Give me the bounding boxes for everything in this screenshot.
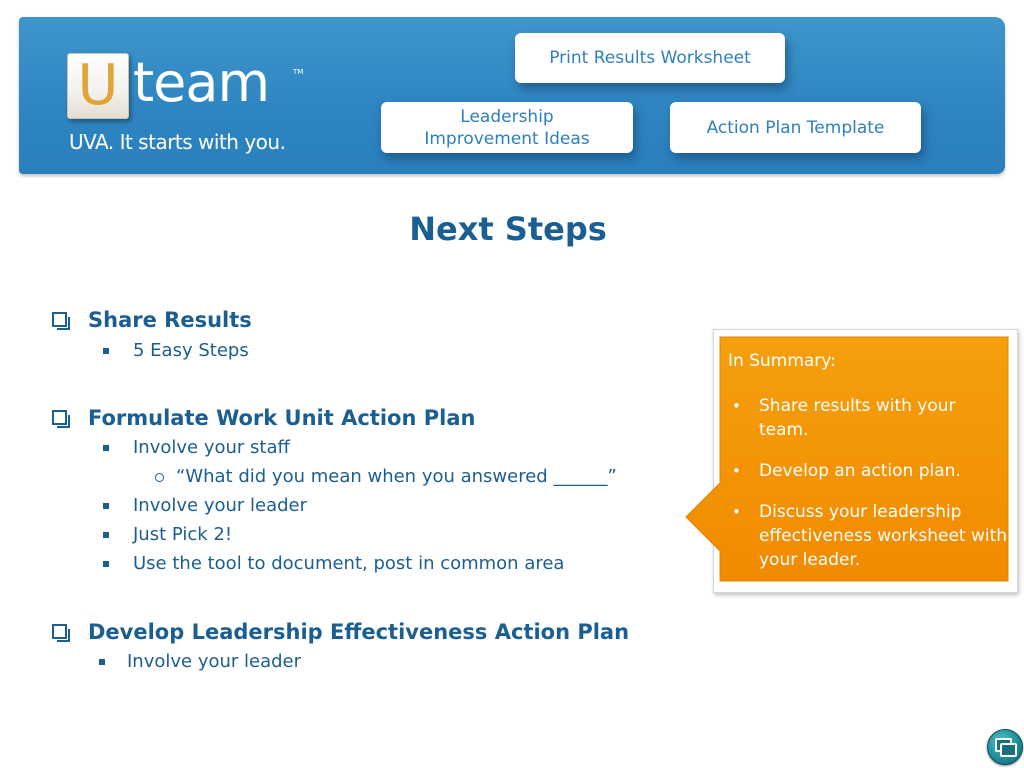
logo-trademark: TM	[293, 68, 304, 76]
logo-u-letter: U	[77, 53, 119, 118]
action-plan-template-button[interactable]: Action Plan Template	[670, 102, 921, 153]
logo-wordmark: team	[133, 51, 270, 114]
square-bullet-icon	[103, 561, 109, 567]
circle-bullet-icon	[155, 473, 164, 482]
page-title: Next Steps	[409, 210, 607, 248]
summary-item	[728, 500, 1008, 572]
checkbox-bullet-icon	[52, 624, 67, 639]
summary-list	[728, 394, 1008, 572]
section-heading-share-results	[88, 308, 252, 332]
screen-front-icon	[1000, 743, 1017, 757]
square-bullet-icon	[103, 348, 109, 354]
list-item	[133, 553, 564, 574]
summary-item-label: Develop an action plan.	[759, 461, 961, 481]
square-bullet-icon	[103, 445, 109, 451]
list-item	[133, 340, 249, 361]
checkbox-bullet-icon	[52, 410, 67, 425]
section-heading-label: Develop Leadership Effectiveness Action Plan	[88, 620, 630, 644]
summary-heading: In Summary:	[728, 351, 836, 371]
checkbox-bullet-icon	[52, 312, 67, 327]
list-item-label: Involve your staff	[133, 437, 290, 458]
section-heading-develop-leadership-plan	[88, 620, 629, 644]
list-item	[133, 524, 232, 545]
list-subitem	[176, 466, 617, 487]
list-item-label: 5 Easy Steps	[133, 340, 249, 361]
section-heading-label: Formulate Work Unit Action Plan	[88, 406, 476, 430]
logo-tagline: UVA. It starts with you.	[69, 130, 286, 154]
bullet-dot-icon: •	[732, 503, 741, 521]
section-heading-label: Share Results	[88, 308, 252, 332]
list-item-label: Use the tool to document, post in common area	[133, 553, 565, 574]
square-bullet-icon	[103, 503, 109, 509]
summary-callout	[728, 350, 1008, 589]
bullet-dot-icon: •	[732, 462, 741, 480]
summary-item	[728, 459, 1008, 483]
list-item	[127, 651, 301, 672]
slideshow-navigation-icon[interactable]	[987, 729, 1023, 765]
list-subitem-label: “What did you mean when you answered ______”	[176, 466, 617, 487]
list-item	[133, 495, 307, 516]
print-results-worksheet-button[interactable]: Print Results Worksheet	[515, 33, 785, 83]
square-bullet-icon	[99, 659, 105, 665]
list-item	[133, 437, 290, 458]
summary-item	[728, 394, 1008, 442]
square-bullet-icon	[103, 532, 109, 538]
leadership-improvement-ideas-button[interactable]: Leadership Improvement Ideas	[381, 102, 633, 153]
summary-item-label: Discuss your leadership effectiveness worksheet with your leader.	[759, 502, 1008, 570]
list-item-label: Just Pick 2!	[133, 524, 233, 545]
bullet-dot-icon: •	[732, 397, 741, 415]
list-item-label: Involve your leader	[127, 651, 302, 672]
summary-item-label: Share results with your team.	[759, 396, 956, 440]
section-heading-formulate-action-plan	[88, 406, 475, 430]
list-item-label: Involve your leader	[133, 495, 308, 516]
